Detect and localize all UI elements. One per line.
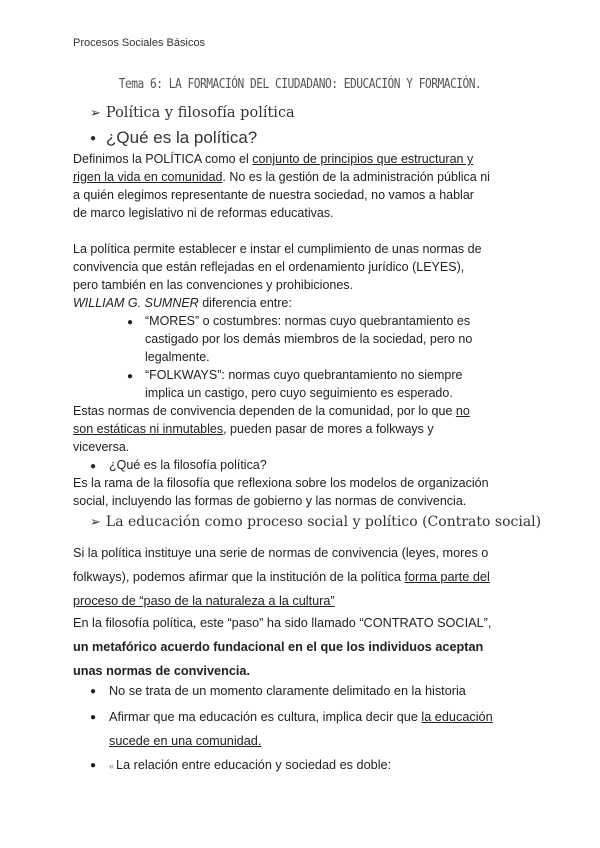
small-mark: « [109, 761, 115, 771]
underlined-text: no [455, 404, 470, 418]
bold-text-line: un metafórico acuerdo fundacional en el que los individuos aceptan [73, 640, 484, 654]
list-item-mores [145, 312, 472, 366]
question-text: ¿Qué es la política? [106, 128, 258, 147]
arrow-bullet-icon: ➢ [90, 515, 101, 530]
text-line: castigado por los demás miembros de la sociedad, pero no [145, 332, 473, 346]
list-item-relacion [109, 753, 391, 778]
underlined-text: conjunto de principios que estructuran y [252, 152, 474, 166]
list-item-cultura [109, 705, 493, 753]
text-line: “FOLKWAYS”: normas cuyo quebrantamiento no siempre [145, 368, 463, 382]
underlined-text: sucede en una comunidad. [109, 734, 262, 748]
text-line: implica un castigo, pero cuyo seguimiento es esperado. [145, 386, 453, 400]
text-line: legalmente. [145, 350, 210, 364]
text-line: pero también en las convenciones y prohibiciones. [73, 278, 354, 292]
text-line: Es la rama de la filosofía que reflexiona sobre los modelos de organización [73, 476, 489, 490]
text-line: Si la política instituye una serie de normas de convivencia (leyes, mores o [73, 546, 489, 560]
paragraph-filosofia [73, 474, 489, 510]
text-line: a quién elegimos representante de nuestra sociedad, no vamos a hablar [73, 188, 474, 202]
underlined-text: la educación [421, 710, 493, 724]
list-item-momento: No se trata de un momento claramente delimitado en la historia [109, 684, 466, 698]
bullet-icon: ● [90, 686, 97, 697]
author-name: WILLIAM G. SUMNER [73, 296, 199, 310]
paragraph-definicion [73, 150, 490, 222]
bullet-icon: ● [127, 317, 134, 328]
text-line: viceversa. [73, 440, 130, 454]
bullet-icon: ● [90, 712, 97, 723]
text-line: “MORES” o costumbres: normas cuyo quebrantamiento es [145, 314, 471, 328]
text-run: folkways), podemos afirmar que la institución de la política [73, 570, 405, 584]
text-run: Afirmar que ma educación es cultura, implica decir que [109, 710, 422, 724]
question-filosofia: ¿Qué es la filosofía política? [109, 458, 267, 472]
text-run: diferencia entre: [198, 296, 292, 310]
underlined-text: proceso de “paso de la naturaleza a la cultura” [73, 594, 335, 608]
bold-text-line: unas normas de convivencia. [73, 664, 250, 678]
paragraph-normas [73, 240, 482, 312]
text-line: de marco legislativo ni de reformas educativas. [73, 206, 334, 220]
text-line: La política permite establecer e instar el cumplimiento de unas normas de [73, 242, 482, 256]
underlined-text: rigen la vida en comunidad [73, 170, 223, 184]
text-run: , pueden pasar de mores a folkways y [223, 422, 434, 436]
section-heading-educacion [90, 514, 541, 530]
question-politica [90, 128, 257, 148]
section-heading-text: Política y filosofía política [105, 105, 295, 121]
text-run: . No es la gestión de la administración pública ni [222, 170, 490, 184]
text-run: Estas normas de convivencia dependen de la comunidad, por lo que [73, 404, 456, 418]
document-title: Tema 6: LA FORMACIÓN DEL CIUDADANO: EDUCACIÓN Y FORMACIÓN. [118, 76, 482, 92]
text-line: social, incluyendo las formas de gobierno y las normas de convivencia. [73, 494, 467, 508]
bullet-icon: ● [127, 371, 134, 382]
bullet-icon: ● [90, 133, 97, 144]
bullet-icon: ● [90, 760, 97, 771]
paragraph-contrato [73, 611, 491, 683]
underlined-text: son estáticas ni inmutables [73, 422, 224, 436]
paragraph-instituye [73, 541, 490, 613]
list-item-folkways [145, 366, 463, 402]
paragraph-dependen [73, 402, 470, 456]
text-run: La relación entre educación y sociedad es doble: [116, 758, 392, 772]
text-line: En la filosofía política, este “paso” ha sido llamado “CONTRATO SOCIAL”, [73, 616, 492, 630]
underlined-text: forma parte del [404, 570, 490, 584]
arrow-bullet-icon: ➢ [90, 106, 101, 121]
text-run: Definimos la POLÍTICA como el [73, 152, 253, 166]
bullet-icon: ● [90, 461, 97, 472]
section-heading-politica [90, 105, 295, 121]
text-line: convivencia que están reflejadas en el ordenamiento jurídico (LEYES), [73, 260, 465, 274]
section-heading-text: La educación como proceso social y político (Contrato social) [105, 514, 542, 530]
page-header: Procesos Sociales Básicos [73, 37, 206, 49]
